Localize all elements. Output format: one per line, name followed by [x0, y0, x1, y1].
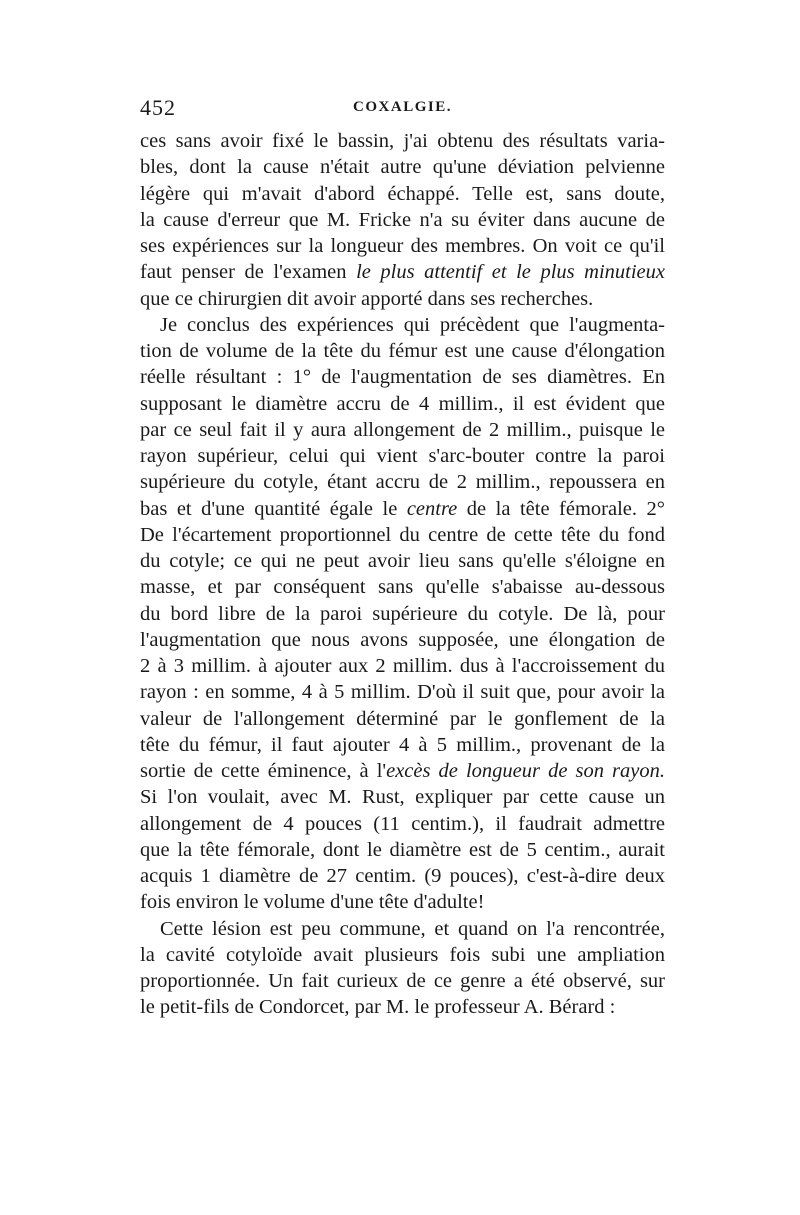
italic-span: excès de longueur de son rayon. [386, 760, 665, 782]
text-line [140, 574, 665, 600]
paragraph [140, 916, 665, 1021]
text-span: Je conclus des expériences qui précèdent que l'augmenta- [160, 313, 665, 336]
text-span: supposant le diamètre accru de 4 millim., il est évident que [140, 392, 665, 415]
text-line [140, 181, 665, 207]
text-line [140, 994, 665, 1020]
text-line [140, 863, 665, 889]
text-span: bles, dont la cause n'était autre qu'une déviation pelvienne [140, 156, 665, 179]
text-span: la cause d'erreur que M. Fricke n'a su éviter dans aucune de [140, 208, 665, 231]
text-line [140, 916, 665, 942]
text-span: l'augmentation que nous avons supposée, une élongation de [140, 628, 665, 651]
text-span: par ce seul fait il y aura allongement de 2 millim., puisque le [140, 418, 665, 441]
text-span: que la tête fémorale, dont le diamètre est de 5 centim., aurait [140, 838, 665, 861]
text-span: sortie de cette éminence, à l' [140, 760, 387, 782]
text-span: le petit-fils de Condorcet, par M. le professeur A. Bérard : [140, 996, 616, 1019]
text-line [140, 522, 665, 548]
text-line [140, 207, 665, 233]
italic-span: le plus attentif et le plus minutieux [356, 261, 665, 284]
text-line [140, 469, 665, 495]
text-line [140, 706, 665, 732]
text-span: supérieure du cotyle, étant accru de 2 millim., repoussera en [140, 471, 665, 494]
text-line [140, 968, 665, 994]
text-span: proportionnée. Un fait curieux de ce genre a été observé, sur [140, 970, 665, 992]
text-span: réelle résultant : 1° de l'augmentation de ses diamètres. En [140, 366, 665, 389]
text-line [140, 627, 665, 653]
text-line [140, 154, 665, 180]
text-span: 2 à 3 millim. à ajouter aux 2 millim. dus à l'accroissement du [140, 655, 665, 677]
text-line [140, 653, 665, 679]
text-span: De l'écartement proportionnel du centre de cette tête du fond [140, 523, 665, 546]
text-span: de la tête fémorale. 2° [457, 497, 665, 520]
text-line [140, 128, 665, 154]
text-line [140, 837, 665, 863]
text-span: ces sans avoir fixé le bassin, j'ai obtenu des résultats varia- [140, 130, 665, 152]
text-span: valeur de l'allongement déterminé par le gonflement de la [140, 707, 665, 730]
text-line [140, 443, 665, 469]
text-span: Si l'on voulait, avec M. Rust, expliquer par cette cause un [140, 786, 665, 809]
text-line [140, 496, 665, 522]
text-line [140, 233, 665, 259]
text-line [140, 364, 665, 390]
text-span: Cette lésion est peu commune, et quand on l'a rencontrée, [160, 917, 665, 940]
text-line [140, 784, 665, 810]
text-line [140, 417, 665, 443]
text-span: rayon : en somme, 4 à 5 millim. D'où il suit que, pour avoir la [140, 681, 665, 704]
text-line [140, 889, 665, 915]
text-span: faut penser de l'examen [140, 261, 357, 284]
text-span: la cavité cotyloïde avait plusieurs fois subi une ampliation [140, 943, 665, 966]
text-line [140, 758, 665, 784]
text-span: allongement de 4 pouces (11 centim.), il faudrait admettre [140, 812, 665, 835]
text-line [140, 338, 665, 364]
text-line [140, 312, 665, 338]
text-span: du bord libre de la paroi supérieure du cotyle. De là, pour [140, 602, 665, 625]
text-span: du cotyle; ce qui ne peut avoir lieu sans qu'elle s'éloigne en [140, 550, 665, 572]
body-text [140, 128, 665, 1021]
text-span: rayon supérieur, celui qui vient s'arc-bouter contre la paroi [140, 445, 665, 467]
text-line [140, 811, 665, 837]
text-span: tion de volume de la tête du fémur est une cause d'élongation [140, 340, 665, 362]
text-span: tête du fémur, il faut ajouter 4 à 5 millim., provenant de la [140, 733, 665, 756]
italic-span: centre [406, 497, 458, 520]
running-title: COXALGIE. [353, 99, 452, 115]
text-span: légère qui m'avait d'abord échappé. Telle est, sans doute, [140, 182, 665, 205]
paragraph [140, 128, 665, 312]
text-line [140, 259, 665, 285]
text-span: fois environ le volume d'une tête d'adulte! [140, 891, 485, 914]
text-span: masse, et par conséquent sans qu'elle s'abaisse au-dessous [140, 576, 665, 599]
text-line [140, 679, 665, 705]
text-line [140, 942, 665, 968]
text-span: ses expériences sur la longueur des membres. On voit ce qu'il [140, 235, 665, 257]
text-span: bas et d'une quantité égale le [140, 497, 407, 520]
text-span: que ce chirurgien dit avoir apporté dans ses recherches. [140, 287, 594, 310]
text-line [140, 391, 665, 417]
page-header [140, 95, 665, 125]
text-line [140, 286, 665, 312]
text-line [140, 601, 665, 627]
text-span: acquis 1 diamètre de 27 centim. (9 pouces), c'est-à-dire deux [140, 865, 665, 887]
page-number: 452 [140, 95, 176, 120]
text-line [140, 732, 665, 758]
text-line [140, 548, 665, 574]
paragraph [140, 312, 665, 916]
